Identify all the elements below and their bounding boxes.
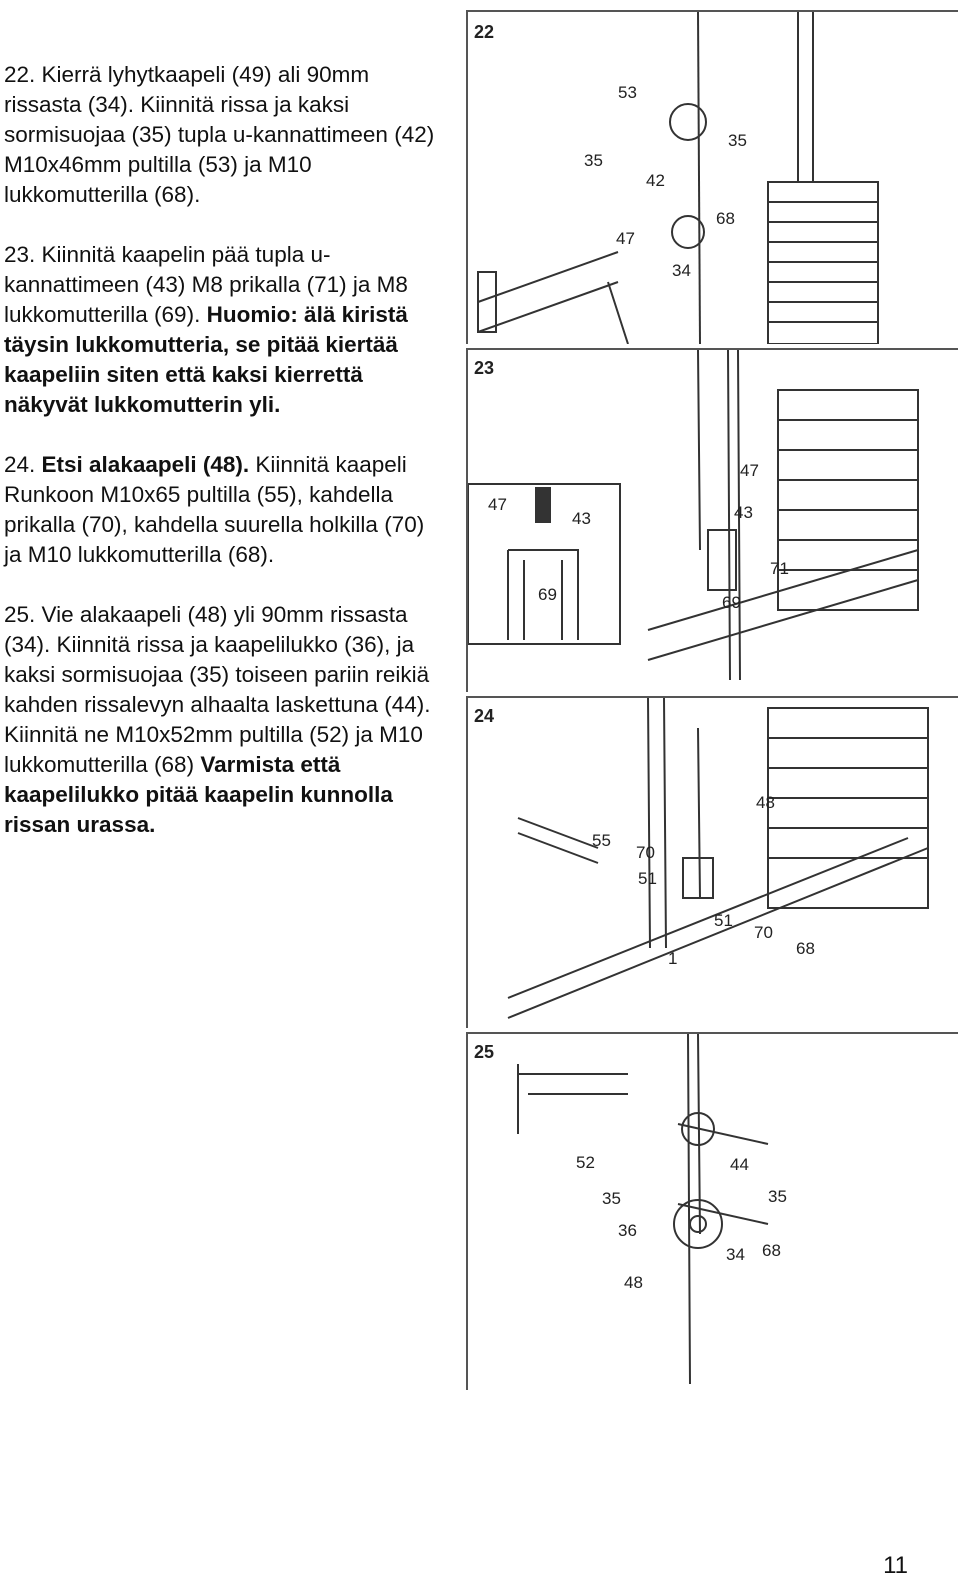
part-label: 35 (584, 151, 603, 170)
part-label: 44 (730, 1155, 749, 1174)
figure-25 (466, 1032, 958, 1390)
part-label: 42 (646, 171, 665, 190)
part-label: 51 (714, 911, 733, 930)
part-label: 70 (754, 923, 773, 942)
part-label: 70 (636, 843, 655, 862)
part-label: 35 (768, 1187, 787, 1206)
part-label: 36 (618, 1221, 637, 1240)
step-22-body: 22. Kierrä lyhytkaapeli (49) ali 90mm rissasta (34). Kiinnitä rissa ja kaksi sormisuojaa (35) tupla u-kannattimeen (42) M10x46mm pultilla (53) ja M10 lukkomutterilla (68). (4, 62, 435, 207)
part-label: 47 (488, 495, 507, 514)
step-24-lead: Etsi alakaapeli (48). (41, 452, 250, 477)
instructions-column (4, 60, 444, 870)
part-label: 34 (726, 1245, 745, 1264)
part-label: 35 (728, 131, 747, 150)
figure-24 (466, 696, 958, 1028)
step-22-text (4, 60, 444, 210)
figure-22-step-number: 22 (474, 22, 495, 42)
part-label: 53 (618, 83, 637, 102)
figure-23-step-number: 23 (474, 358, 495, 378)
part-label: 52 (576, 1153, 595, 1172)
part-label: 55 (592, 831, 611, 850)
part-label: 47 (616, 229, 635, 248)
step-24-text (4, 450, 444, 570)
figure-23 (466, 348, 958, 692)
part-label: 34 (672, 261, 691, 280)
part-label: 47 (740, 461, 759, 480)
figure-22 (466, 10, 958, 344)
part-label: 69 (538, 585, 557, 604)
step-24-number: 24. (4, 452, 42, 477)
step-23-warning: Huomio: älä kiristä täysin lukkomutteria, se pitää kiertää kaapeliin siten että kaksi kierrettä näkyvät lukkomutterin yli. (4, 302, 408, 417)
figure-24-step-number: 24 (474, 706, 495, 726)
part-label: 68 (716, 209, 735, 228)
part-label: 69 (722, 593, 741, 612)
figure-25-step-number: 25 (474, 1042, 495, 1062)
step-25-text (4, 600, 444, 840)
step-25-body: 25. Vie alakaapeli (48) yli 90mm rissasta (34). Kiinnitä rissa ja kaapelilukko (36), ja kaksi sormisuojaa (35) toiseen pariin reikiä kahden rissalevyn alhaalta laskettuna (44). Kiinnitä ne M10x52mm pultilla (52) ja M10 lukkomutterilla (68) (4, 602, 431, 777)
part-label: 48 (756, 793, 775, 812)
part-label: 51 (638, 869, 657, 888)
step-25-warning: Varmista että kaapelilukko pitää kaapelin kunnolla rissan urassa. (4, 752, 393, 837)
part-label: 43 (572, 509, 591, 528)
step-23-body: 23. Kiinnitä kaapelin pää tupla u-kannattimeen (43) M8 prikalla (71) ja M8 lukkomutterilla (69). (4, 242, 408, 327)
part-label: 48 (624, 1273, 643, 1292)
step-24-body: Kiinnitä kaapeli Runkoon M10x65 pultilla (55), kahdella prikalla (70), kahdella suurella holkilla (70) ja M10 lukkomutterilla (68). (4, 452, 425, 567)
part-label: 43 (734, 503, 753, 522)
part-label: 71 (770, 559, 789, 578)
page-number: 11 (883, 1552, 908, 1579)
step-23-text (4, 240, 444, 420)
part-label: 35 (602, 1189, 621, 1208)
part-label: 68 (762, 1241, 781, 1260)
part-label: 1 (668, 949, 678, 968)
part-label: 68 (796, 939, 815, 958)
